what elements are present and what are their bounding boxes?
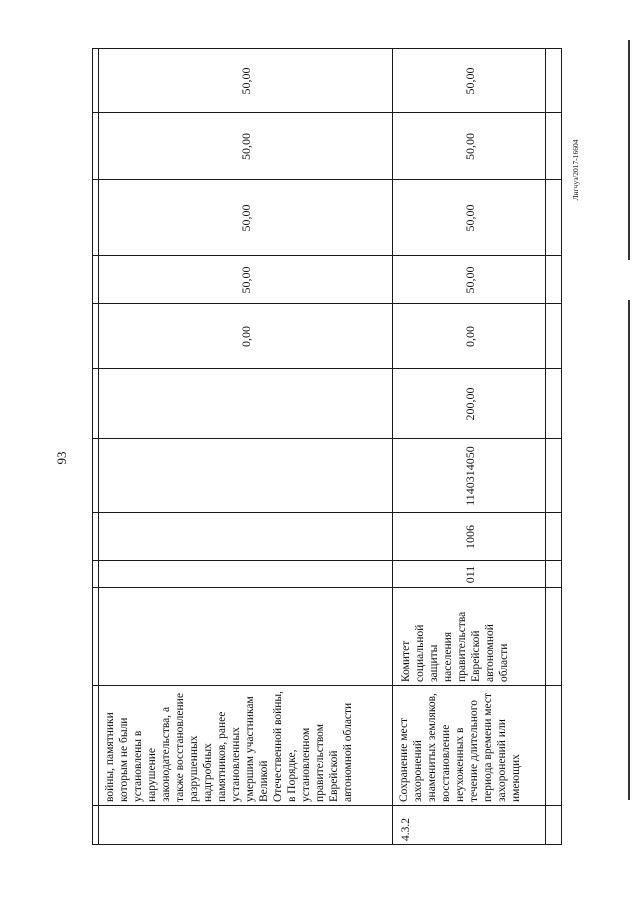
cell-text: 1140314050 [462,446,477,506]
cell-text: 011 [462,565,477,584]
cell-value-2021-cont [99,180,393,256]
scan-edge-line [628,300,630,800]
cell-spacer [546,256,562,304]
cell-text: 1006 [462,525,477,549]
cell-total-main [393,369,546,439]
cell-text: 50,00 [239,67,253,95]
scan-edge-line [628,40,630,260]
cell-executor-cont [99,588,393,686]
cell-spacer [546,686,562,806]
cell-spacer [546,49,562,113]
cell-value-2023-main [393,49,546,113]
cell-value-2020-cont [99,256,393,304]
cell-grbs-main [393,561,546,588]
cell-value-2019-cont [99,304,393,369]
cell-csr-main [393,439,546,513]
cell-text: Сохранение мест захоронений знаменитых земляков, восстановление неухоженных в течение длительного периода времени мест захоронений или имеющих [398,692,522,802]
cell-text: 50,00 [239,133,253,160]
cell-spacer [546,113,562,180]
cell-rzpr-cont [99,513,393,561]
cell-spacer [546,369,562,439]
cell-text: войны, памятники которым не были установлены в нарушение законодательства, а также восстановление разрушенных надгробных памятников, ранее установленных умершим участникам Великой Отечественной войны, в Порядке, установленном правительством Еврейской автономной области [104,690,354,802]
cell-csr-cont [99,439,393,513]
cell-spacer [546,304,562,369]
cell-name-cont [99,686,393,806]
page-number: 93 [54,451,69,465]
cell-spacer [546,513,562,561]
cell-value-2021-main [393,180,546,256]
cell-value-2020-main [393,256,546,304]
cell-text: 0,00 [239,326,253,347]
cell-value-2022-cont [99,113,393,180]
cell-text: Комитет социальной защиты населения правительства Еврейской автономной области [400,611,510,682]
cell-spacer [546,180,562,256]
cell-number-cont [99,806,393,845]
cell-text: 200,00 [462,387,477,421]
cell-value-2022-main [393,113,546,180]
cell-value-2023-cont [99,49,393,113]
cell-spacer [546,588,562,686]
footer-code: Лнгчуз/2017-16604 [570,139,580,201]
cell-spacer [546,439,562,513]
cell-executor-main [393,588,546,686]
cell-text: 50,00 [462,67,477,95]
cell-rzpr-main [393,513,546,561]
cell-text: 50,00 [462,204,477,232]
cell-text: 50,00 [462,266,477,294]
cell-spacer [546,806,562,845]
cell-value-2019-main [393,304,546,369]
cell-total-cont [99,369,393,439]
cell-number-main [393,806,546,845]
cell-text: 50,00 [239,266,253,294]
budget-table [92,48,562,845]
cell-spacer [546,561,562,588]
cell-name-main [393,686,546,806]
cell-text: 4.3.2 [400,818,412,841]
cell-text: 0,00 [462,326,477,347]
cell-text: 50,00 [462,133,477,160]
cell-grbs-cont [99,561,393,588]
cell-text: 50,00 [239,204,253,232]
